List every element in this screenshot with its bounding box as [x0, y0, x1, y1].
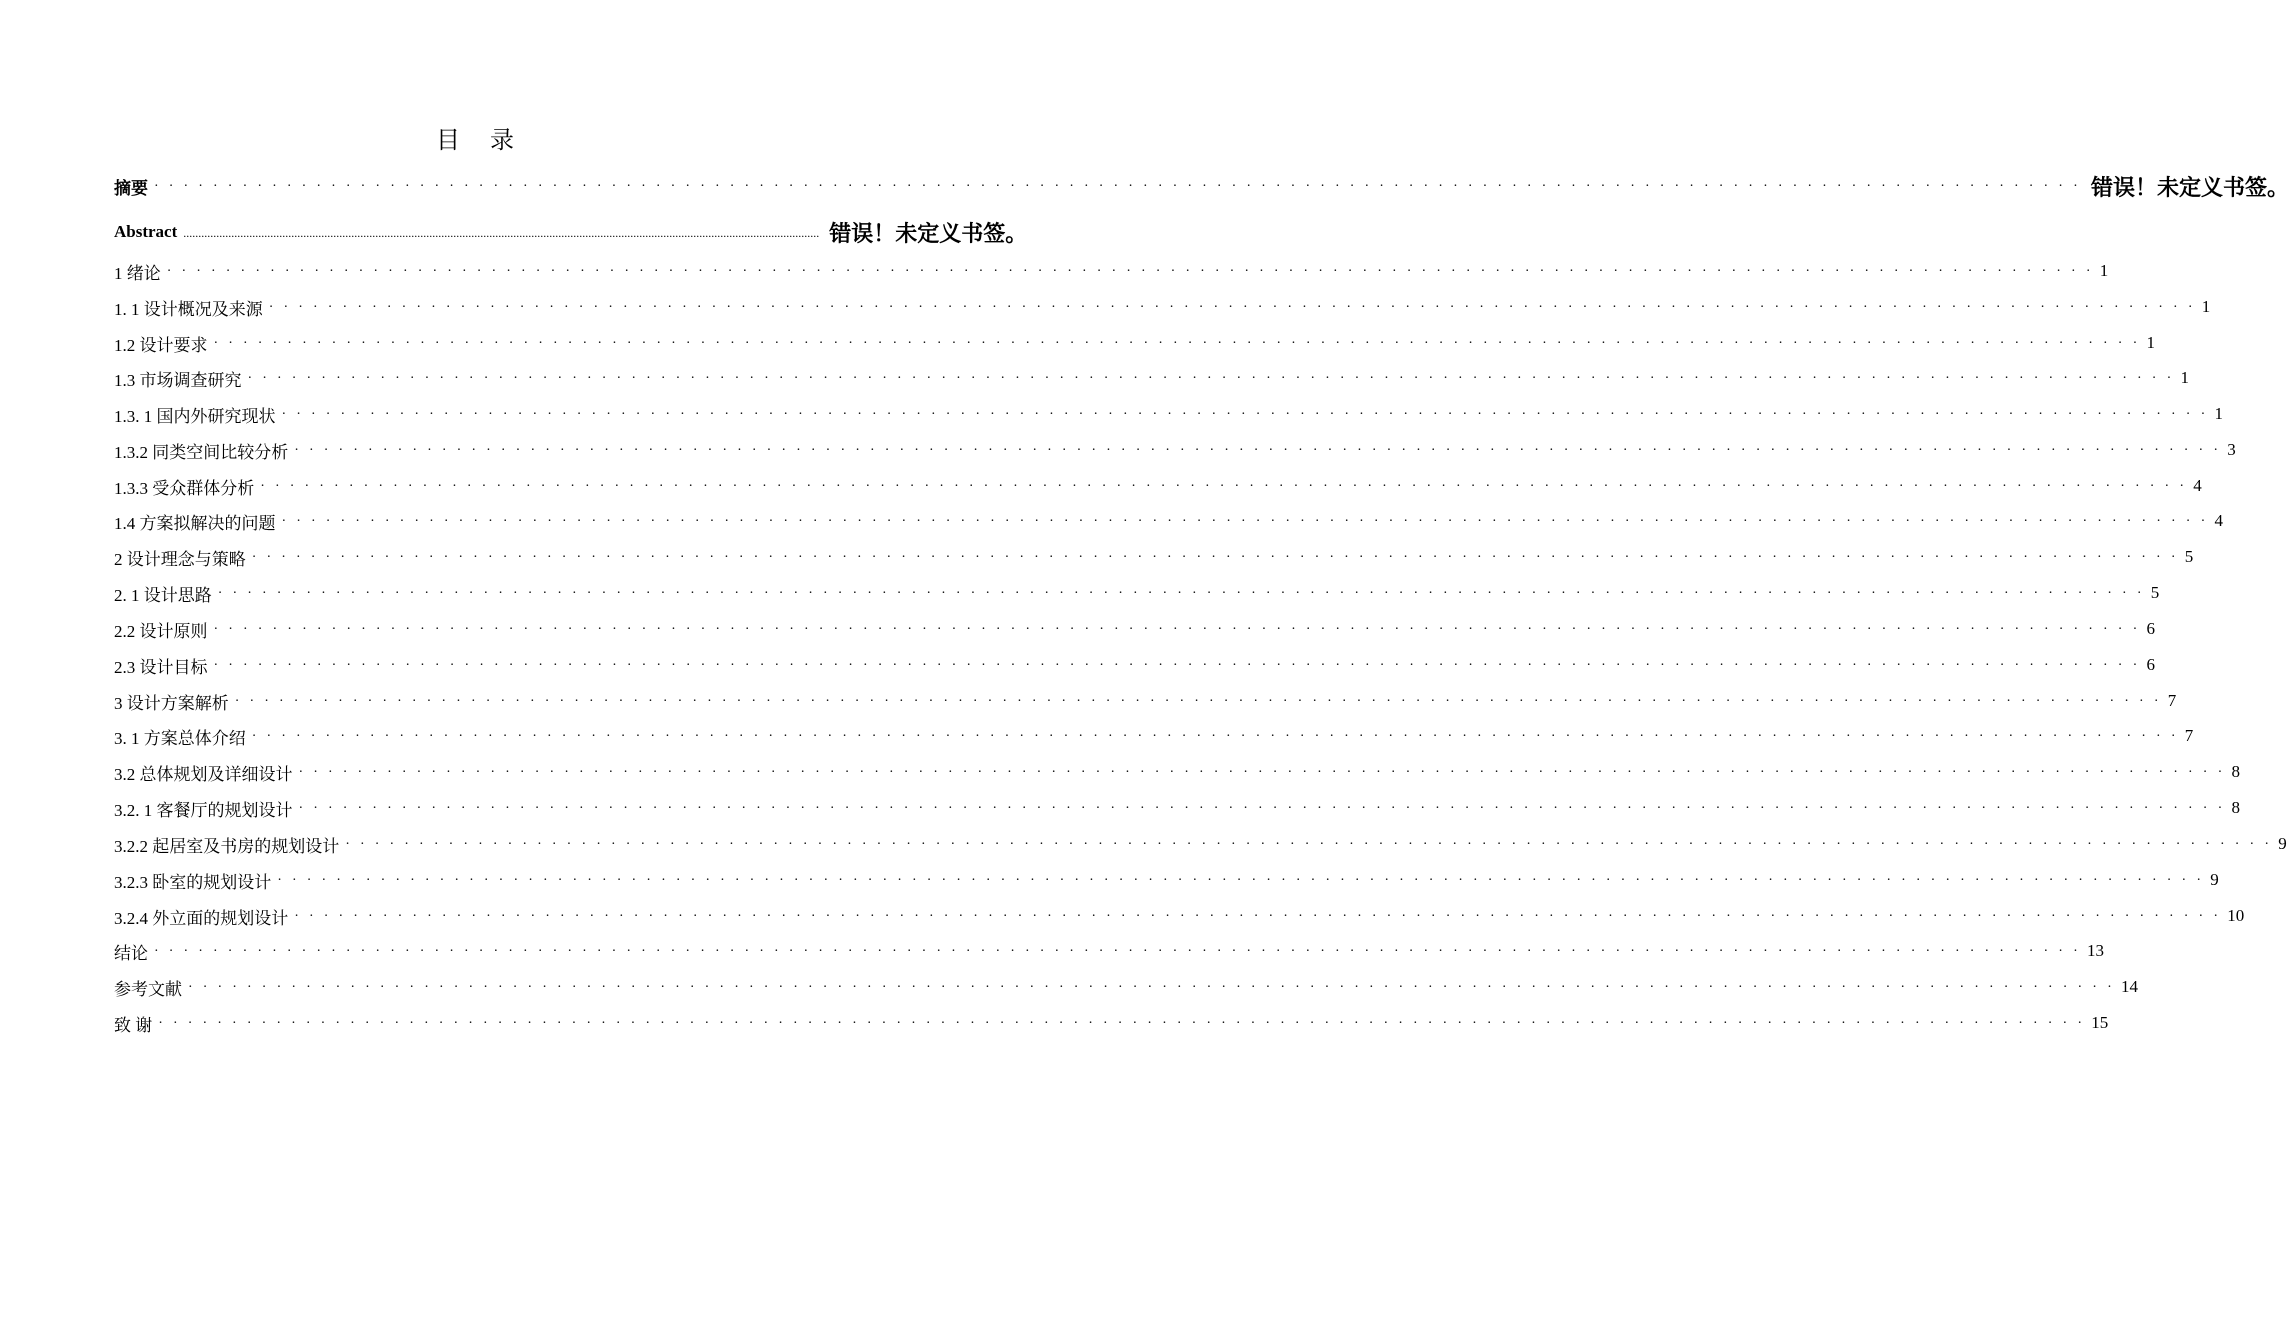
- toc-entry-label: 2.3 设计目标: [114, 657, 208, 677]
- toc-entry-label: 1.4 方案拟解决的问题: [114, 513, 276, 533]
- toc-entry-label: 1.3. 1 国内外研究现状: [114, 406, 276, 426]
- toc-entry[interactable]: [114, 757, 2241, 787]
- toc-entry-label: 3.2 总体规划及详细设计: [114, 764, 293, 784]
- toc-leader-dots: · · · · · · · · · · · · · · · · · · · · · · · · · · · · · · · · · · · · · · · · · · · · · · · · · · · · · · · · · · · · · · · · · · · · · · · · · · · · · · · · · · · · · · · · · · · · · · · · · · · · · · · · · · · · · · · · · · · · · · · · · · · · · · · · · · ·: [166, 264, 2094, 279]
- toc-entry-page: 13: [2087, 941, 2105, 960]
- toc-leader-dots: · · · · · · · · · · · · · · · · · · · · · · · · · · · · · · · · · · · · · · · · · · · · · · · · · · · · · · · · · · · · · · · · · · · · · · · · · · · · · · · · · · · · · · · · · · · · · · · · · · · · · · · · · · · · · · · · · · · · · · · · · · · · · · · · · · ·: [154, 944, 2082, 959]
- toc-entry-label: 2 设计理念与策略: [114, 549, 246, 569]
- toc-entry[interactable]: [114, 650, 2156, 680]
- toc-entry[interactable]: [114, 471, 2202, 501]
- toc-entry[interactable]: [114, 1008, 2109, 1038]
- toc-entry-page: 14: [2121, 977, 2139, 996]
- toc-entry-page: 4: [2193, 476, 2202, 495]
- toc-entry[interactable]: [114, 829, 2287, 859]
- toc-entry-label: Abstract: [114, 222, 178, 241]
- toc-leader-dots: · · · · · · · · · · · · · · · · · · · · · · · · · · · · · · · · · · · · · · · · · · · · · · · · · · · · · · · · · · · · · · · · · · · · · · · · · · · · · · · · · · · · · · · · · · · · · · · · · · · · · · · · · · · · · · · · · · · · · · · · · · · · · · · · · · ·: [294, 443, 2222, 458]
- toc-entry-page: 3: [2227, 440, 2236, 459]
- toc-entry-label: 致 谢: [114, 1015, 153, 1035]
- toc-entry[interactable]: [114, 901, 2245, 931]
- toc-leader-dots: · · · · · · · · · · · · · · · · · · · · · · · · · · · · · · · · · · · · · · · · · · · · · · · · · · · · · · · · · · · · · · · · · · · · · · · · · · · · · · · · · · · · · · · · · · · · · · · · · · · · · · · · · · · · · · · · · · · · · · · · · · · · · · · · · · ·: [188, 980, 2116, 995]
- toc-entry-page: 6: [2146, 619, 2156, 638]
- toc-entry-page: 1: [2214, 404, 2224, 423]
- toc-entry-label: 3 设计方案解析: [114, 693, 229, 713]
- toc-entry-label: 3. 1 方案总体介绍: [114, 728, 246, 748]
- toc-entry-page: 9: [2210, 870, 2219, 889]
- toc-entry-label: 结论: [114, 943, 148, 963]
- toc-leader-dots: · · · · · · · · · · · · · · · · · · · · · · · · · · · · · · · · · · · · · · · · · · · · · · · · · · · · · · · · · · · · · · · · · · · · · · · · · · · · · · · · · · · · · · · · · · · · · · · · · · · · · · · · · · · · · · · · · · · · · · · · · · · · · · · · · · ·: [217, 586, 2145, 601]
- toc-leader-dots: · · · · · · · · · · · · · · · · · · · · · · · · · · · · · · · · · · · · · · · · · · · · · · · · · · · · · · · · · · · · · · · · · · · · · · · · · · · · · · · · · · · · · · · · · · · · · · · · · · · · · · · · · · · · · · · · · · · · · · · · · · · · · · · · · · ·: [298, 765, 2226, 780]
- toc-entry-label: 参考文献: [114, 979, 182, 999]
- toc-entry-page: 错误！未定义书签。: [829, 221, 1028, 247]
- toc-entry-page: 6: [2146, 655, 2156, 674]
- toc-entry-page: 10: [2227, 906, 2245, 925]
- toc-entry-label: 1.2 设计要求: [114, 335, 208, 355]
- toc-entry-label: 3.2.2 起居室及书房的规划设计: [114, 836, 340, 856]
- toc-entry-label: 摘要: [114, 178, 148, 198]
- toc-leader-dots: · · · · · · · · · · · · · · · · · · · · · · · · · · · · · · · · · · · · · · · · · · · · · · · · · · · · · · · · · · · · · · · · · · · · · · · · · · · · · · · · · · · · · · · · · · · · · · · · · · · · · · · · · · · · · · · · · · · · · · · · · · · · · · · · · · ·: [213, 622, 2141, 637]
- toc-leader-dots: · · · · · · · · · · · · · · · · · · · · · · · · · · · · · · · · · · · · · · · · · · · · · · · · · · · · · · · · · · · · · · · · · · · · · · · · · · · · · · · · · · · · · · · · · · · · · · · · · · · · · · · · · · · · · · · · · · · · · · · · · · · · · · · · · · ·: [213, 336, 2141, 351]
- toc-leader-dots: · · · · · · · · · · · · · · · · · · · · · · · · · · · · · · · · · · · · · · · · · · · · · · · · · · · · · · · · · · · · · · · · · · · · · · · · · · · · · · · · · · · · · · · · · · · · · · · · · · · · · · · · · · · · · · · · · · · · · · · · · · · · · · · · · · ·: [281, 514, 2209, 529]
- toc-entry[interactable]: [114, 435, 2236, 465]
- toc-title-part2: 录: [490, 126, 514, 154]
- toc-leader-dots: · · · · · · · · · · · · · · · · · · · · · · · · · · · · · · · · · · · · · · · · · · · · · · · · · · · · · · · · · · · · · · · · · · · · · · · · · · · · · · · · · · · · · · · · · · · · · · · · · · · · · · · · · · · · · · · · · · · · · · · · · · · · · · · · · · ·: [251, 729, 2179, 744]
- toc-leader-dots: · · · · · · · · · · · · · · · · · · · · · · · · · · · · · · · · · · · · · · · · · · · · · · · · · · · · · · · · · · · · · · · · · · · · · · · · · · · · · · · · · · · · · · · · · · · · · · · · · · · · · · · · · · · · · · · · · · · · · · · · · · · · · · · · · · ·: [277, 873, 2205, 888]
- toc-entry[interactable]: [114, 614, 2156, 644]
- toc-entry[interactable]: [114, 972, 2139, 1002]
- toc-leader-dots: · · · · · · · · · · · · · · · · · · · · · · · · · · · · · · · · · · · · · · · · · · · · · · · · · · · · · · · · · · · · · · · · · · · · · · · · · · · · · · · · · · · · · · · · · · · · · · · · · · · · · · · · · · · · · · · · · · · · · · · · · · · · · · · · · · ·: [260, 479, 2188, 494]
- toc-leader-dots: · · · · · · · · · · · · · · · · · · · · · · · · · · · · · · · · · · · · · · · · · · · · · · · · · · · · · · · · · · · · · · · · · · · · · · · · · · · · · · · · · · · · · · · · · · · · · · · · · · · · · · · · · · · · · · · · · · · · · · · · · · · · · · · · · · ·: [298, 801, 2226, 816]
- toc-leader-dots: ....................................................................................................................................................................................................................: [183, 225, 820, 240]
- toc-entry-page: 9: [2278, 834, 2287, 853]
- toc-leader-dots: · · · · · · · · · · · · · · · · · · · · · · · · · · · · · · · · · · · · · · · · · · · · · · · · · · · · · · · · · · · · · · · · · · · · · · · · · · · · · · · · · · · · · · · · · · · · · · · · · · · · · · · · · · · · · · · · · · · · · · · · · · · · · · · · · · ·: [268, 300, 2196, 315]
- toc-entry-label: 1.3 市场调查研究: [114, 370, 242, 390]
- toc-entry[interactable]: [114, 292, 2211, 322]
- toc-leader-dots: · · · · · · · · · · · · · · · · · · · · · · · · · · · · · · · · · · · · · · · · · · · · · · · · · · · · · · · · · · · · · · · · · · · · · · · · · · · · · · · · · · · · · · · · · · · · · · · · · · · · · · · · · · · · · · · · · · · · · · · · · · · · · · · · · · ·: [281, 407, 2209, 422]
- toc-entry-label: 2.2 设计原则: [114, 621, 208, 641]
- toc-leader-dots: · · · · · · · · · · · · · · · · · · · · · · · · · · · · · · · · · · · · · · · · · · · · · · · · · · · · · · · · · · · · · · · · · · · · · · · · · · · · · · · · · · · · · · · · · · · · · · · · · · · · · · · · · · · · · · · · · · · · · · · · · · · · · · · · · · ·: [234, 694, 2162, 709]
- toc-entry[interactable]: [114, 793, 2241, 823]
- toc-entry[interactable]: [114, 578, 2160, 608]
- toc-entry-label: 1.3.2 同类空间比较分析: [114, 442, 289, 462]
- toc-leader-dots: · · · · · · · · · · · · · · · · · · · · · · · · · · · · · · · · · · · · · · · · · · · · · · · · · · · · · · · · · · · · · · · · · · · · · · · · · · · · · · · · · · · · · · · · · · · · · · · · · · · · · · · · · · · · · · · · · · · · · · · · · · · · · · · · · · ·: [158, 1016, 2086, 1031]
- toc-entry-page: 4: [2214, 511, 2224, 530]
- toc-entry-label: 2. 1 设计思路: [114, 585, 212, 605]
- toc-entry-abstract-en[interactable]: [114, 217, 1028, 247]
- toc-entry-page: 5: [2184, 547, 2194, 566]
- toc-entry[interactable]: [114, 328, 2156, 358]
- toc-leader-dots: · · · · · · · · · · · · · · · · · · · · · · · · · · · · · · · · · · · · · · · · · · · · · · · · · · · · · · · · · · · · · · · · · · · · · · · · · · · · · · · · · · · · · · · · · · · · · · · · · · · · · · · · · · · · · · · · · · · · · · · · · · · · · · · · · · ·: [345, 837, 2273, 852]
- toc-leader-dots: · · · · · · · · · · · · · · · · · · · · · · · · · · · · · · · · · · · · · · · · · · · · · · · · · · · · · · · · · · · · · · · · · · · · · · · · · · · · · · · · · · · · · · · · · · · · · · · · · · · · · · · · · · · · · · · · · · · · · · · · · · · · · · · · · · ·: [213, 658, 2141, 673]
- toc-entry-label: 3.2.3 卧室的规划设计: [114, 872, 272, 892]
- toc-entry-page: 8: [2231, 762, 2241, 781]
- toc-entry-page: 1: [2099, 261, 2109, 280]
- toc-entry-page: 1: [2201, 297, 2211, 316]
- toc-entry-page: 7: [2184, 726, 2194, 745]
- toc-entry-label: 1 绪论: [114, 263, 161, 283]
- toc-entry-page: 1: [2146, 333, 2156, 352]
- toc-entry-page: 8: [2231, 798, 2241, 817]
- toc-entry-label: 3.2. 1 客餐厅的规划设计: [114, 800, 293, 820]
- toc-entry-page: 错误！未定义书签。: [2091, 175, 2289, 201]
- toc-entry[interactable]: [114, 936, 2105, 966]
- toc-entry[interactable]: [114, 363, 2190, 393]
- toc-title-part1: 目: [436, 126, 460, 154]
- toc-entry[interactable]: [114, 542, 2194, 572]
- toc-entry-page: 5: [2150, 583, 2160, 602]
- toc-title: [0, 120, 950, 155]
- toc-entry[interactable]: [114, 721, 2194, 751]
- toc-entry[interactable]: [114, 686, 2177, 716]
- toc-entry[interactable]: [114, 865, 2219, 895]
- toc-entry-label: 1.3.3 受众群体分析: [114, 478, 255, 498]
- toc-entry[interactable]: [114, 506, 2224, 536]
- toc-entry[interactable]: [114, 399, 2224, 429]
- toc-entry-page: 1: [2180, 368, 2190, 387]
- toc-entry[interactable]: [114, 256, 2109, 286]
- toc-leader-dots: · · · · · · · · · · · · · · · · · · · · · · · · · · · · · · · · · · · · · · · · · · · · · · · · · · · · · · · · · · · · · · · · · · · · · · · · · · · · · · · · · · · · · · · · · · · · · · · · · · · · · · · · · · · · · · · · · · · · · · · · · · · · · · · · · · ·: [247, 371, 2175, 386]
- toc-entry-label: 1. 1 设计概况及来源: [114, 299, 263, 319]
- toc-entry-page: 15: [2091, 1013, 2109, 1032]
- toc-entry-abstract-cn[interactable]: [114, 171, 2289, 201]
- toc-leader-dots: · · · · · · · · · · · · · · · · · · · · · · · · · · · · · · · · · · · · · · · · · · · · · · · · · · · · · · · · · · · · · · · · · · · · · · · · · · · · · · · · · · · · · · · · · · · · · · · · · · · · · · · · · · · · · · · · · · · · · · · · · · · · · · · · · · ·: [154, 179, 2082, 194]
- toc-leader-dots: · · · · · · · · · · · · · · · · · · · · · · · · · · · · · · · · · · · · · · · · · · · · · · · · · · · · · · · · · · · · · · · · · · · · · · · · · · · · · · · · · · · · · · · · · · · · · · · · · · · · · · · · · · · · · · · · · · · · · · · · · · · · · · · · · · ·: [294, 909, 2222, 924]
- toc-leader-dots: · · · · · · · · · · · · · · · · · · · · · · · · · · · · · · · · · · · · · · · · · · · · · · · · · · · · · · · · · · · · · · · · · · · · · · · · · · · · · · · · · · · · · · · · · · · · · · · · · · · · · · · · · · · · · · · · · · · · · · · · · · · · · · · · · · ·: [251, 550, 2179, 565]
- toc-entry-label: 3.2.4 外立面的规划设计: [114, 908, 289, 928]
- toc-entry-page: 7: [2167, 691, 2177, 710]
